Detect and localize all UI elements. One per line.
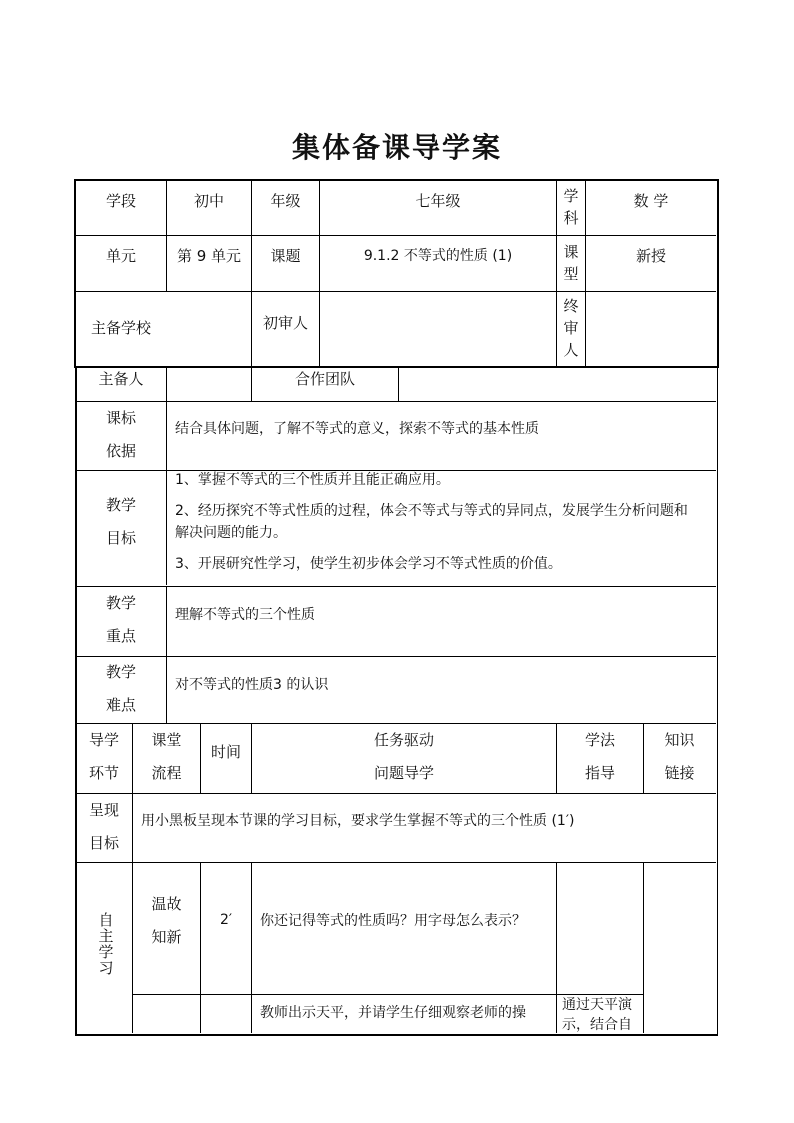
label-kexing bbox=[557, 237, 585, 289]
label-zhongdian-line: 重点 bbox=[105, 627, 136, 645]
page-title: 集体备课导学案 bbox=[291, 131, 502, 164]
label-wengu bbox=[133, 888, 200, 954]
label-xueke bbox=[557, 181, 585, 233]
col-xuefa-line: 学法 bbox=[584, 731, 615, 749]
label-zhongdian bbox=[76, 587, 166, 653]
label-mubiao-line: 教学 bbox=[105, 496, 136, 514]
nandian-content: 对不等式的性质3 的认识 bbox=[175, 677, 329, 693]
label-nandian bbox=[76, 656, 166, 722]
kebiao-content: 结合具体问题，了解不等式的意义，探索不等式的基本性质 bbox=[175, 421, 539, 437]
col-ketang-line: 课堂 bbox=[151, 731, 182, 749]
col-shijian: 时间 bbox=[210, 742, 241, 761]
label-zhongshen-char: 终 bbox=[563, 297, 579, 315]
col-renwu-line: 问题导学 bbox=[373, 764, 434, 782]
method-guide-2: 示，结合自 bbox=[562, 1017, 632, 1033]
label-zhubeiren: 主备人 bbox=[98, 369, 144, 388]
label-zizhu-char: 习 bbox=[98, 959, 114, 977]
label-zhongshen-char: 人 bbox=[563, 341, 579, 359]
method-guide-1: 通过天平演 bbox=[562, 997, 632, 1013]
value-shuxue: 数 学 bbox=[633, 191, 669, 210]
label-main-school: 主备学校 bbox=[90, 318, 151, 337]
label-hezuo: 合作团队 bbox=[294, 369, 355, 388]
goal-item-2: 2、经历探究不等式性质的过程，体会不等式与等式的异同点，发展学生分析问题和 bbox=[175, 503, 688, 519]
label-nandian-line: 教学 bbox=[105, 663, 136, 681]
label-zizhu-char: 自 bbox=[98, 911, 114, 929]
label-kebiao bbox=[76, 402, 166, 468]
label-zizhu-char: 学 bbox=[98, 943, 114, 961]
label-xueduan: 学段 bbox=[105, 191, 136, 210]
label-wengu-line: 温故 bbox=[151, 895, 182, 913]
zhongdian-content: 理解不等式的三个性质 bbox=[175, 607, 315, 623]
label-chengxian-line: 目标 bbox=[88, 834, 119, 852]
label-danyuan: 单元 bbox=[105, 246, 136, 265]
col-zhishi bbox=[644, 724, 715, 790]
value-chuzhong: 初中 bbox=[193, 191, 224, 210]
label-nianji: 年级 bbox=[270, 191, 301, 210]
col-ketang-line: 流程 bbox=[151, 764, 182, 782]
chengxian-content: 用小黑板呈现本节课的学习目标，要求学生掌握不等式的三个性质 (1′) bbox=[141, 813, 575, 829]
goal-item-1: 1、掌握不等式的三个性质并且能正确应用。 bbox=[175, 472, 450, 488]
col-renwu bbox=[252, 724, 556, 790]
label-mubiao bbox=[76, 487, 166, 557]
col-daoxue-line: 环节 bbox=[88, 764, 119, 782]
label-chengxian-line: 呈现 bbox=[88, 801, 119, 819]
label-nandian-line: 难点 bbox=[105, 696, 136, 714]
value-qinianji: 七年级 bbox=[415, 191, 461, 210]
label-xueke-char: 学 bbox=[563, 187, 579, 205]
label-kexing-char: 课 bbox=[563, 243, 579, 261]
label-keti: 课题 bbox=[270, 246, 301, 265]
label-kebiao-line: 依据 bbox=[105, 442, 136, 460]
label-xueke-char: 科 bbox=[563, 209, 579, 227]
label-zhongshen bbox=[557, 293, 585, 363]
col-xuefa bbox=[557, 724, 643, 790]
label-kexing-char: 型 bbox=[563, 265, 579, 283]
value-unit: 第 9 单元 bbox=[176, 246, 242, 265]
review-question: 你还记得等式的性质吗？用字母怎么表示？ bbox=[260, 913, 526, 929]
col-zhishi-line: 链接 bbox=[664, 764, 695, 782]
value-xinshou: 新授 bbox=[635, 246, 666, 265]
col-ketang bbox=[133, 724, 200, 790]
time-value: 2′ bbox=[219, 911, 233, 928]
col-daoxue-line: 导学 bbox=[88, 731, 119, 749]
label-zhongshen-char: 审 bbox=[563, 319, 579, 337]
label-zhongdian-line: 教学 bbox=[105, 594, 136, 612]
value-topic: 9.1.2 不等式的性质 (1) bbox=[363, 247, 513, 264]
col-zhishi-line: 知识 bbox=[664, 731, 695, 749]
label-kebiao-line: 课标 bbox=[105, 409, 136, 427]
label-zizhu bbox=[96, 912, 116, 976]
col-daoxue bbox=[76, 724, 132, 790]
teacher-activity: 教师出示天平，并请学生仔细观察老师的操 bbox=[260, 1005, 526, 1021]
label-wengu-line: 知新 bbox=[151, 928, 182, 946]
col-xuefa-line: 指导 bbox=[584, 764, 615, 782]
label-mubiao-line: 目标 bbox=[105, 529, 136, 547]
label-chushen: 初审人 bbox=[262, 313, 308, 332]
goal-item-2-cont: 解决问题的能力。 bbox=[175, 525, 287, 541]
label-chengxian bbox=[76, 794, 132, 860]
goal-item-3: 3、开展研究性学习，使学生初步体会学习不等式性质的价值。 bbox=[175, 556, 562, 572]
col-renwu-line: 任务驱动 bbox=[373, 731, 434, 749]
label-zizhu-char: 主 bbox=[98, 927, 114, 945]
